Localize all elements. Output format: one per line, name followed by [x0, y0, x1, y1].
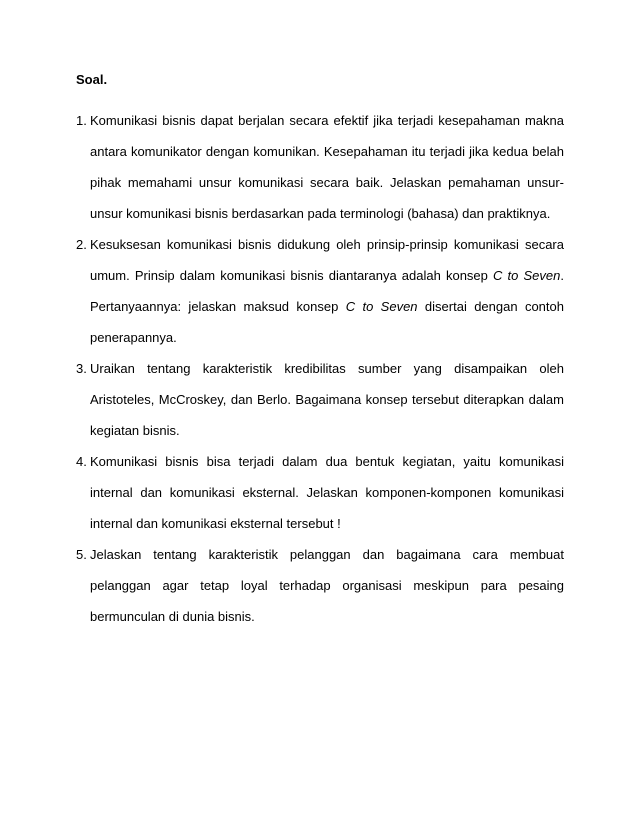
question-text [90, 229, 564, 353]
concept-term: C to Seven [493, 268, 561, 283]
question-item-5 [76, 539, 564, 632]
question-number: 5. [76, 547, 87, 562]
question-list [76, 105, 564, 632]
question-text: Komunikasi bisnis dapat berjalan secara efektif jika terjadi kesepahaman makna antara komunikator dengan komunikan. Kesepahaman itu terjadi jika kedua belah pihak memahami unsur komunikasi secara baik. Jelaskan pemahaman unsur-unsur komunikasi bisnis berdasarkan pada terminologi (bahasa) dan praktiknya. [90, 113, 564, 221]
question-item-1 [76, 105, 564, 229]
question-text-part: Kesuksesan komunikasi bisnis didukung oleh prinsip-prinsip komunikasi secara umum. Prinsip dalam komunikasi bisnis diantaranya adalah konsep [90, 237, 564, 283]
question-text-part: disertai dengan contoh penerapannya. [90, 299, 564, 345]
question-item-2 [76, 229, 564, 353]
question-text: Uraikan tentang karakteristik kredibilitas sumber yang disampaikan oleh Aristoteles, McCroskey, dan Berlo. Bagaimana konsep tersebut diterapkan dalam kegiatan bisnis. [90, 361, 564, 438]
page-heading: Soal. [76, 72, 108, 87]
question-number: 4. [76, 454, 87, 469]
question-text: Jelaskan tentang karakteristik pelanggan dan bagaimana cara membuat pelanggan agar tetap loyal terhadap organisasi meskipun para pesaing bermunculan di dunia bisnis. [90, 547, 564, 624]
question-number: 2. [76, 237, 87, 252]
question-text-part: . Pertanyaannya: jelaskan maksud konsep [90, 268, 564, 314]
question-item-3 [76, 353, 564, 446]
question-item-4 [76, 446, 564, 539]
question-number: 3. [76, 361, 87, 376]
question-text: Komunikasi bisnis bisa terjadi dalam dua bentuk kegiatan, yaitu komunikasi internal dan komunikasi eksternal. Jelaskan komponen-komponen komunikasi internal dan komunikasi eksternal tersebut ! [90, 454, 564, 531]
question-number: 1. [76, 113, 87, 128]
concept-term: C to Seven [345, 299, 418, 314]
